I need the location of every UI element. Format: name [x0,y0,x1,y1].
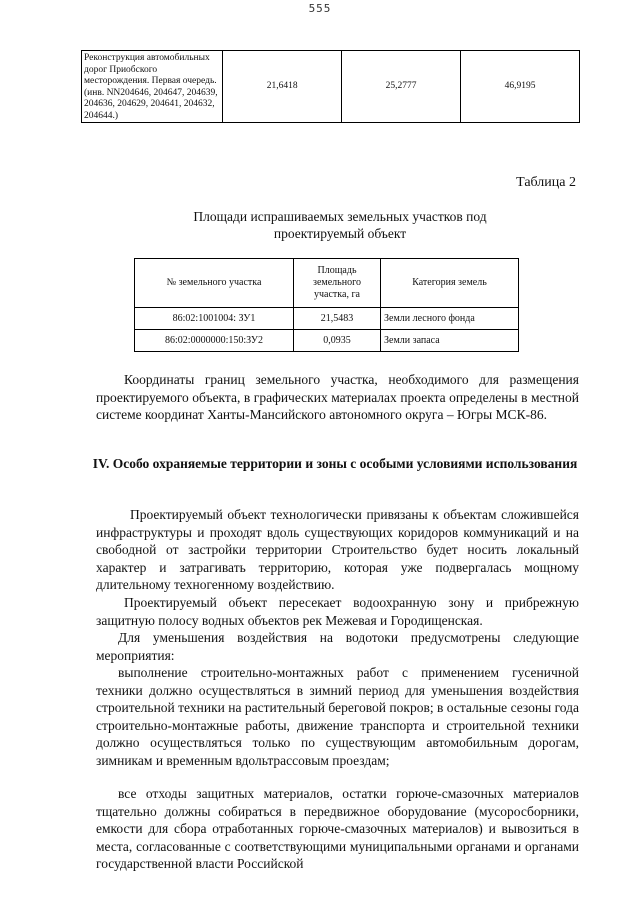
table-title-line-1: Площади испрашиваемых земельных участков под [193,209,487,224]
coordinates-paragraph: Координаты границ земельного участка, необходимого для размещения проектируемого объекта, в графических материалах проекта определены в местной системе координат Ханты-Мансийского автономного округа – Югры МСК-86. [96,372,579,423]
measures-intro-paragraph: Для уменьшения воздействия на водотоки предусмотрены следующие мероприятия: [96,630,579,663]
section-heading [90,456,580,472]
table-header-row [135,259,519,308]
header-plot-number: № земельного участка [135,259,294,308]
technology-paragraph: Проектируемый объект технологически привязаны к объектам сложившейся инфраструктуры и проходят вдоль существующих коридоров коммуникаций и на свободной от застройки территории Строительство будет носить локальный характер и затрагивать территорию, которая уже подвергалась мощному длительному техногенному воздействию. [96,507,579,593]
table-row [135,330,519,352]
table-row [135,308,519,330]
section-number: IV. [92,456,110,471]
construction-measure-paragraph: выполнение строительно-монтажных работ с применением гусеничной техники должно осуществляться в зимний период для уменьшения воздействия строительной техники на растительный береговой покров; в остальные сезоны года строительно-монтажные работы, движение транспорта и строительной техники должно осуществляться только по существующим автомобильным дорогам, зимникам и временным вдольтрассовым проездам; [96,665,579,768]
area-value-cell-1: 21,6418 [223,51,342,123]
plot-number-cell: 86:02:1001004: ЗУ1 [135,308,294,330]
object-name-cell: Реконструкция автомобильных дорог Приобского месторождения. Первая очередь. (инв. NN204646, 204647, 204639, 204636, 204629, 204641, 204632, 204644.) [82,51,223,123]
area-total-cell: 46,9195 [461,51,580,123]
header-plot-area: Площадь земельного участка, га [294,259,381,308]
page-number: 555 [308,2,332,15]
table-title [120,208,560,242]
land-plots-table [134,258,519,352]
header-land-category: Категория земель [381,259,519,308]
land-category-cell: Земли запаса [381,330,519,352]
table-title-line-2: проектируемый объект [273,226,407,241]
plot-area-cell: 21,5483 [294,308,381,330]
water-zone-paragraph: Проектируемый объект пересекает водоохранную зону и прибрежную защитную полосу водных объектов рек Межевая и Городищенская. [96,595,579,628]
table-row [82,51,580,123]
table-caption: Таблица 2 [516,175,576,190]
section-title: Особо охраняемые территории и зоны с особыми условиями использования [112,456,578,471]
area-value-cell-2: 25,2777 [342,51,461,123]
roads-area-table [81,50,580,123]
land-category-cell: Земли лесного фонда [381,308,519,330]
plot-number-cell: 86:02:0000000:150:ЗУ2 [135,330,294,352]
plot-area-cell: 0,0935 [294,330,381,352]
waste-measure-paragraph: все отходы защитных материалов, остатки горюче-смазочных материалов тщательно должны собираться в передвижное оборудование (мусоросборники, емкости для сбора отработанных горюче-смазочных материалов) и вывозиться в места, согласованные с соответствующими муниципальными органами и органами государственной власти Российской [96,786,579,872]
